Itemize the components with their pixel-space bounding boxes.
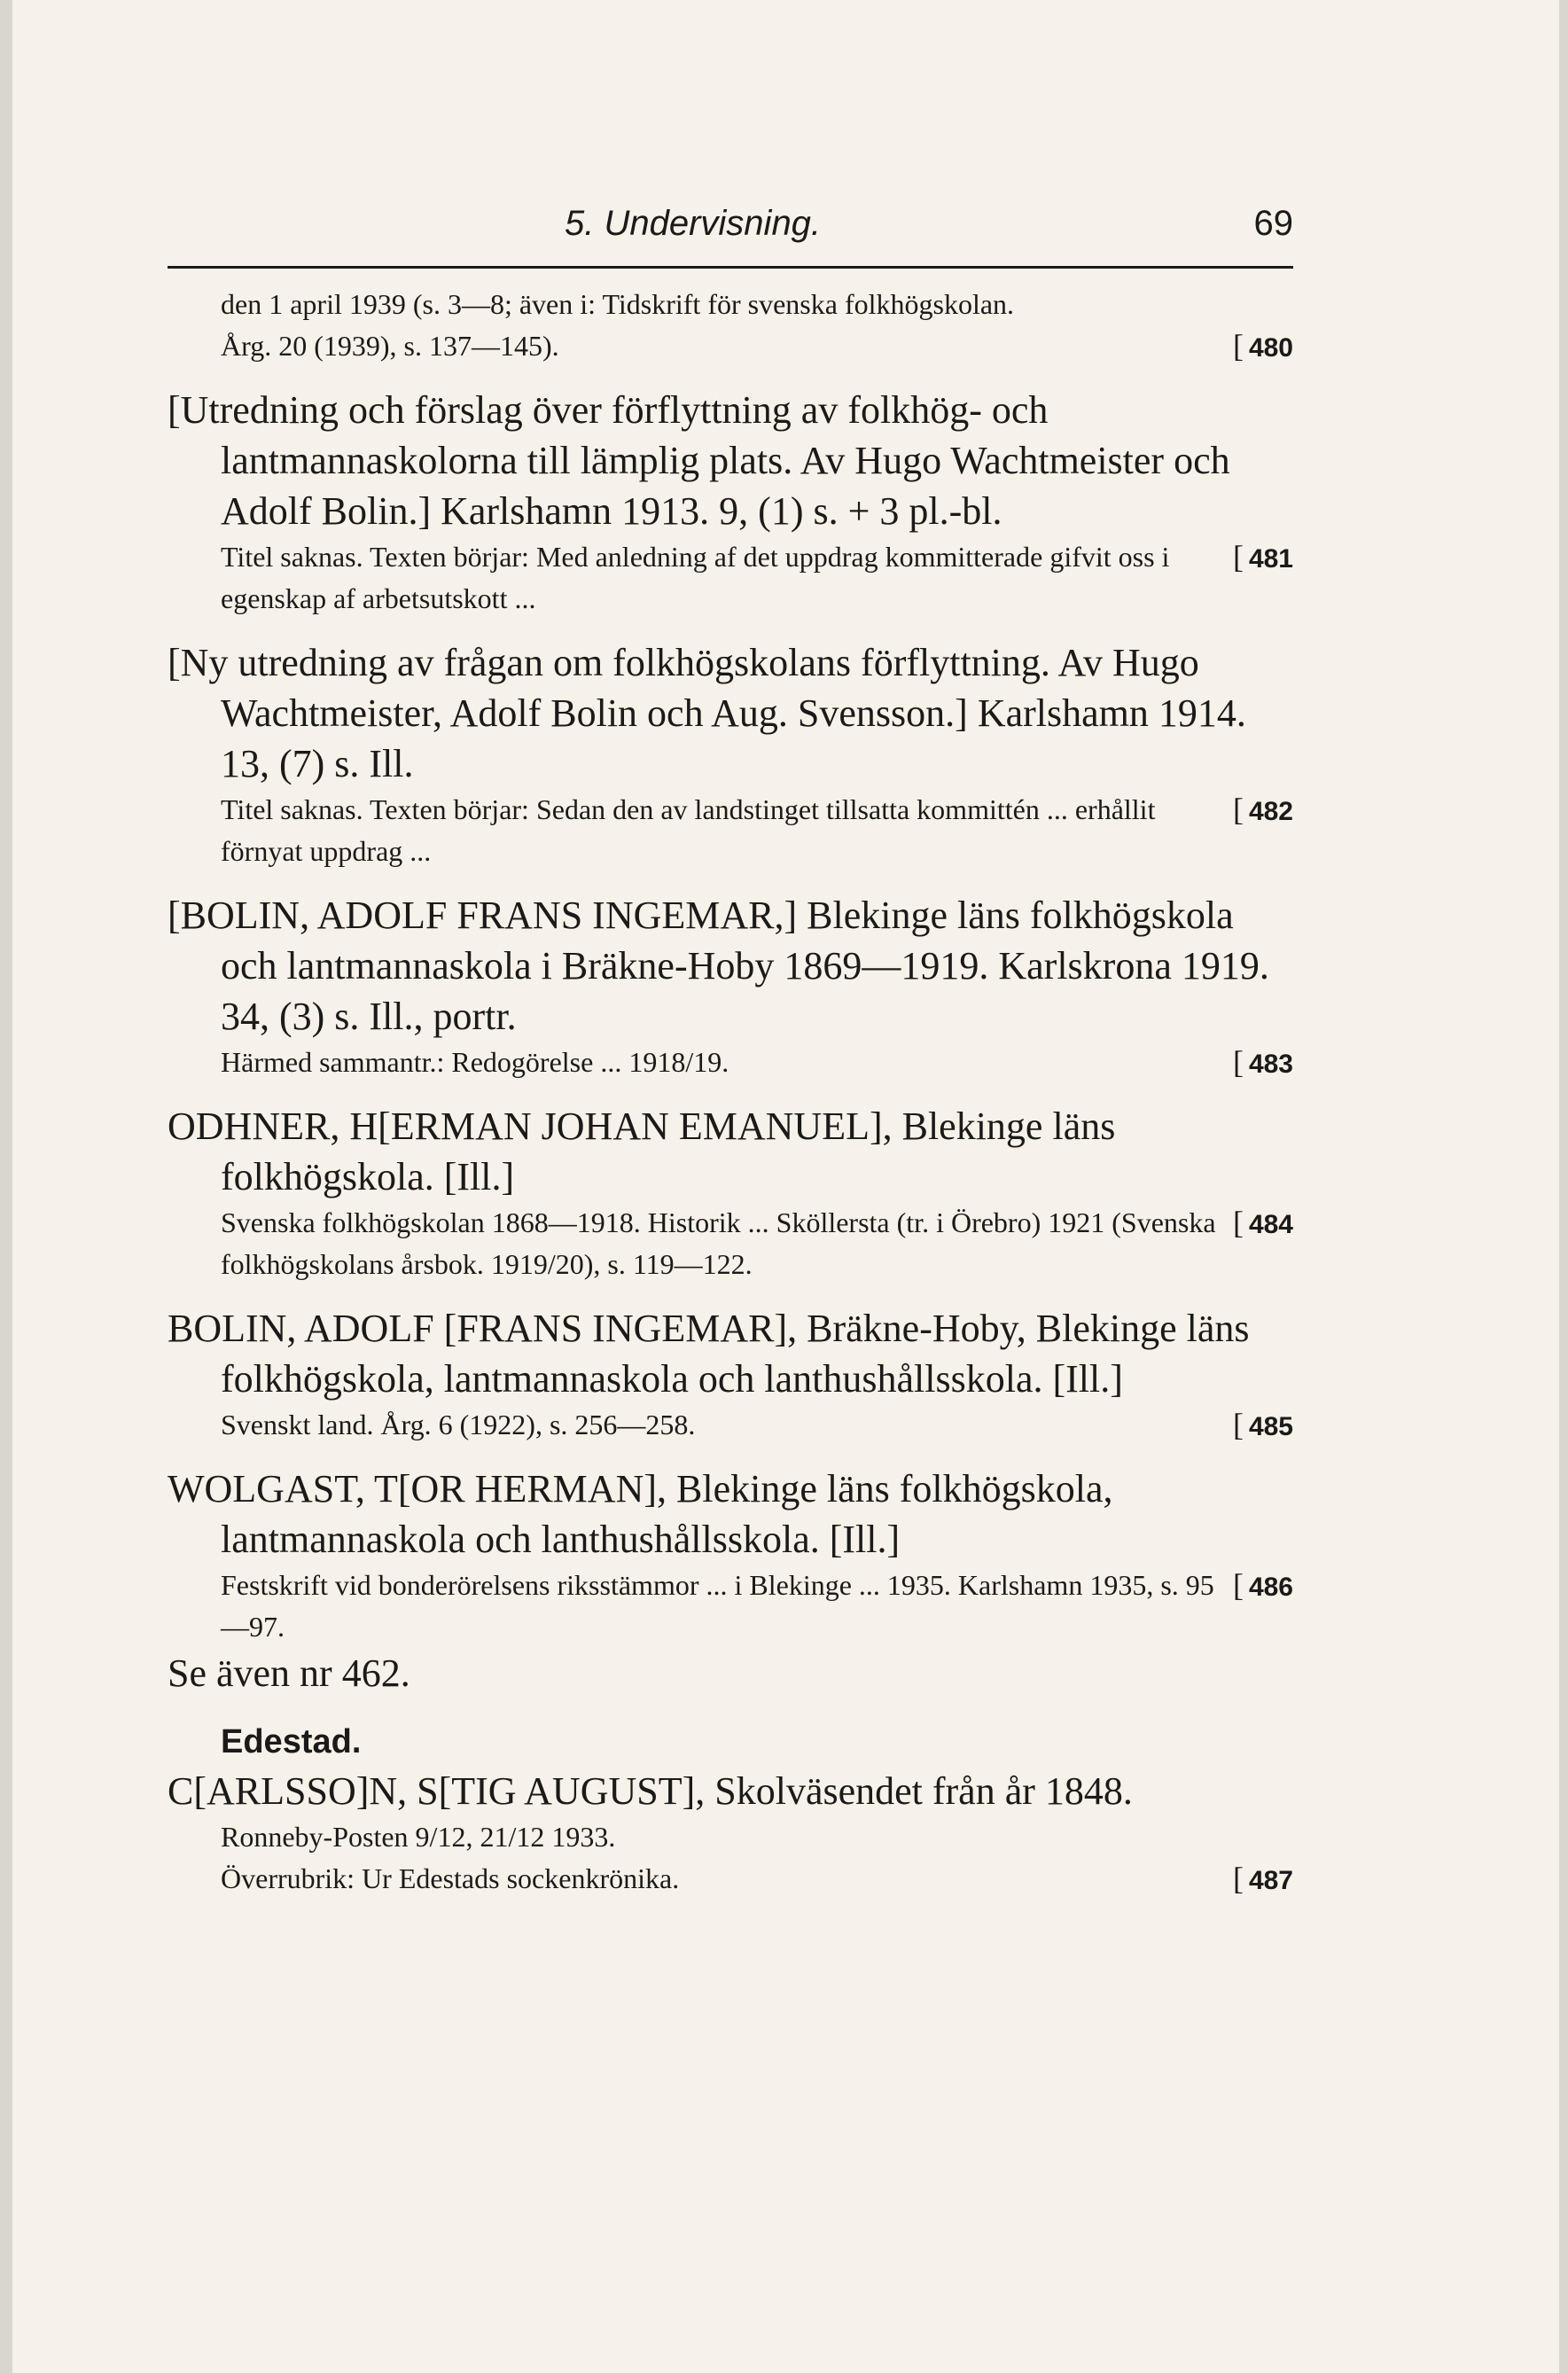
entry-note: [ 484 Svenska folkhögskolan 1868—1918. Historik ... Sköllersta (tr. i Örebro) 1921 (Svenska folkhögskolans årsbok. 1919/20), s. 119—122.	[168, 1202, 1293, 1285]
entry-481	[168, 385, 1293, 620]
entry-485	[168, 1303, 1293, 1446]
entry-number: [ 481	[1232, 539, 1293, 574]
entry-487	[168, 1766, 1293, 1900]
entry-486	[168, 1464, 1293, 1648]
entry-note: [ 486 Festskrift vid bonderörelsens riksstämmor ... i Blekinge ... 1935. Karlshamn 1935, s. 95—97.	[168, 1565, 1293, 1648]
entry-source: Ronneby-Posten 9/12, 21/12 1933.	[221, 1821, 616, 1853]
entry-number: [ 485	[1232, 1407, 1293, 1442]
entry-note: [ 482 Titel saknas. Texten börjar: Sedan den av landstinget tillsatta kommittén ... erhållit förnyat uppdrag ...	[168, 789, 1293, 872]
entry-482	[168, 637, 1293, 872]
entry-note: [ 485 Svenskt land. Årg. 6 (1922), s. 256—258.	[168, 1404, 1293, 1446]
page-number: 69	[1253, 204, 1293, 243]
entry-number: [ 483	[1232, 1044, 1293, 1080]
entry-number: [ 480	[1232, 328, 1293, 363]
entry-484	[168, 1101, 1293, 1285]
entry-note: den 1 april 1939 (s. 3—8; även i: Tidskrift för svenska folkhögskolan.	[221, 288, 1015, 320]
entry-note-continued: [ 480 Årg. 20 (1939), s. 137—145).	[168, 325, 1293, 367]
entry-title: C[ARLSSO]N, S[TIG AUGUST], Skolväsendet från år 1848.	[168, 1769, 1133, 1813]
entry-title: [Ny utredning av frågan om folkhögskolans förflyttning. Av Hugo Wachtmeister, Adolf Bolin och Aug. Svensson.] Karlshamn 1914. 13, (7) s. Ill.	[168, 641, 1246, 785]
entry-number: [ 482	[1232, 792, 1293, 827]
entry-note: [ 481 Titel saknas. Texten börjar: Med anledning af det uppdrag kommitterade gifvit oss i egenskap af arbetsutskott ...	[168, 536, 1293, 620]
header-rule	[168, 266, 1293, 269]
entry-title: WOLGAST, T[OR HERMAN], Blekinge läns folkhögskola, lantmannaskola och lanthushållsskola. [Ill.]	[168, 1467, 1113, 1561]
bibliography-list	[168, 284, 1293, 1901]
entry-note: [ 487 Överrubrik: Ur Edestads sockenkrönika.	[168, 1858, 1293, 1900]
entry-number: [ 486	[1232, 1567, 1293, 1603]
entry-title: [Utredning och förslag över förflyttning av folkhög- och lantmannaskolorna till lämplig plats. Av Hugo Wachtmeister och Adolf Bolin.] Karlshamn 1913. 9, (1) s. + 3 pl.-bl.	[168, 388, 1230, 533]
entry-number: [ 487	[1232, 1861, 1293, 1896]
page	[12, 0, 1559, 2373]
running-header	[168, 195, 1293, 266]
entry-title: BOLIN, ADOLF [FRANS INGEMAR], Bräkne-Hoby, Blekinge läns folkhögskola, lantmannaskola och lanthushållsskola. [Ill.]	[168, 1307, 1250, 1401]
entry-note: [ 483 Härmed sammantr.: Redogörelse ... 1918/19.	[168, 1042, 1293, 1083]
place-heading: Edestad.	[221, 1723, 362, 1760]
entry-title: [BOLIN, ADOLF FRANS INGEMAR,] Blekinge läns folkhögskola och lantmannaskola i Bräkne-Hoby 1869—1919. Karlskrona 1919. 34, (3) s. Ill., portr.	[168, 894, 1269, 1038]
entry-title: ODHNER, H[ERMAN JOHAN EMANUEL], Blekinge läns folkhögskola. [Ill.]	[168, 1105, 1116, 1198]
running-title: 5. Undervisning.	[565, 204, 822, 243]
entry-480	[168, 284, 1293, 367]
entry-number: [ 484	[1232, 1205, 1293, 1240]
see-also-reference: Se även nr 462.	[168, 1651, 410, 1695]
entry-483	[168, 890, 1293, 1083]
